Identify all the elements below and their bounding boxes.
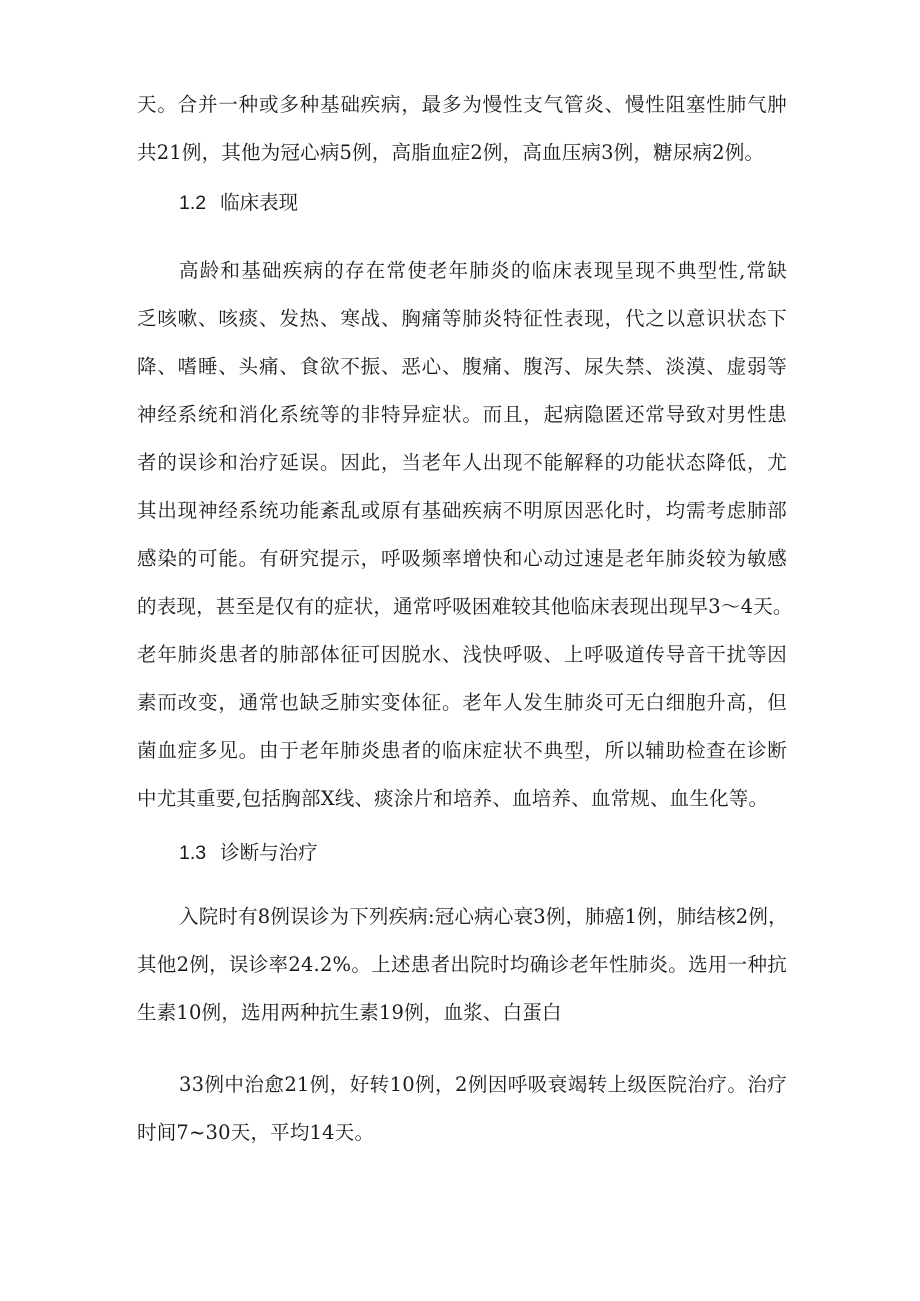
section-title: 临床表现 [220,191,299,214]
text-line: 33例中治愈21例，好转10例，2例因呼吸衰竭转上级医院治疗。治疗 [179,1073,787,1096]
text-line: 其他2例，误诊率24.2%。上述患者出院时均确诊老年性肺炎。选用一种抗 [137,953,787,976]
text-line: 降、嗜睡、头痛、食欲不振、恶心、腹痛、腹泻、尿失禁、淡漠、虚弱等 [137,355,787,378]
section-number: 1.3 [179,842,207,864]
text-line: 素而改变，通常也缺乏肺实变体征。老年人发生肺炎可无白细胞升高，但 [137,691,787,714]
text-line: 菌血症多见。由于老年肺炎患者的临床症状不典型，所以辅助检查在诊断 [137,739,787,762]
text-line: 高龄和基础疾病的存在常使老年肺炎的临床表现呈现不典型性,常缺 [179,259,787,282]
text-line: 入院时有8例误诊为下列疾病:冠心病心衰3例，肺癌1例，肺结核2例， [179,905,788,928]
section-heading-1-2 [179,188,298,218]
text-line: 其出现神经系统功能紊乱或原有基础疾病不明原因恶化时，均需考虑肺部 [137,499,787,522]
text-line: 乏咳嗽、咳痰、发热、寒战、胸痛等肺炎特征性表现，代之以意识状态下 [137,307,787,330]
section-title: 诊断与治疗 [220,841,318,864]
text-line: 神经系统和消化系统等的非特异症状。而且，起病隐匿还常导致对男性患 [137,403,787,426]
text-line: 老年肺炎患者的肺部体征可因脱水、浅快呼吸、上呼吸道传导音干扰等因 [137,643,787,666]
text-line: 天。合并一种或多种基础疾病，最多为慢性支气管炎、慢性阻塞性肺气肿 [137,93,787,116]
text-line: 感染的可能。有研究提示，呼吸频率增快和心动过速是老年肺炎较为敏感 [137,547,787,570]
text-line: 时间7~30天，平均14天。 [137,1121,375,1144]
text-line: 者的误诊和治疗延误。因此，当老年人出现不能解释的功能状态降低，尤 [137,451,787,474]
text-line: 共21例，其他为冠心病5例，高脂血症2例，高血压病3例，糖尿病2例。 [137,141,765,164]
text-line: 的表现，甚至是仅有的症状，通常呼吸困难较其他临床表现出现早3～4天。 [137,595,793,618]
text-line: 生素10例，选用两种抗生素19例，血浆、白蛋白 [137,1001,562,1024]
section-heading-1-3 [179,838,318,868]
section-number: 1.2 [179,192,207,214]
text-line: 中尤其重要,包括胸部X线、痰涂片和培养、血培养、血常规、血生化等。 [137,787,769,810]
